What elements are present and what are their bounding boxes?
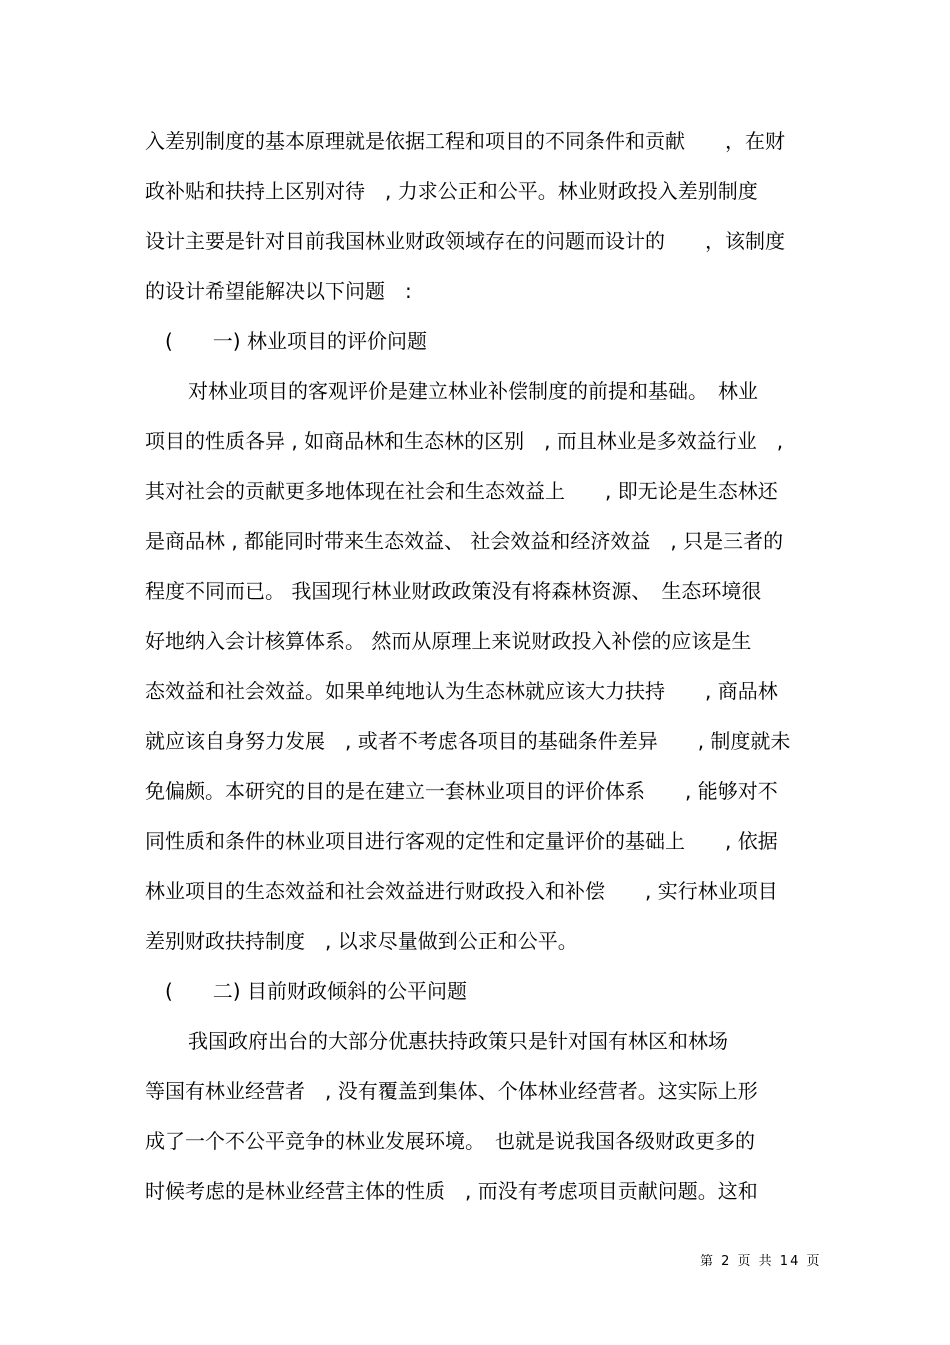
text-line: 我国政府出台的大部分优惠扶持政策只是针对国有林区和林场 (188, 1029, 728, 1053)
text-line: 免偏颇。本研究的目的是在建立一套林业项目的评价体系 , 能够对不 (145, 779, 778, 803)
text-line: 设计主要是针对目前我国林业财政领域存在的问题而设计的 ，该制度 (145, 229, 785, 253)
text-line: 差别财政扶持制度 , 以求尽量做到公正和公平。 (145, 929, 578, 953)
text-line: 就应该自身努力发展 , 或者不考虑各项目的基础条件差异 , 制度就未 (145, 729, 791, 753)
text-line: 好地纳入会计核算体系。 然而从原理上来说财政投入补偿的应该是生 (145, 629, 752, 653)
text-line: 林业项目的生态效益和社会效益进行财政投入和补偿 , 实行林业项目 (145, 879, 778, 903)
section-heading: ( 二) 目前财政倾斜的公平问题 (165, 979, 467, 1003)
text-line: 项目的性质各异 , 如商品林和生态林的区别 , 而且林业是多效益行业 , (145, 429, 784, 453)
text-line: 态效益和社会效益。如果单纯地认为生态林就应该大力扶持 , 商品林 (145, 679, 778, 703)
text-line: 等国有林业经营者 , 没有覆盖到集体、个体林业经营者。这实际上形 (145, 1079, 758, 1103)
section-heading: ( 一) 林业项目的评价问题 (165, 329, 427, 353)
text-line: 时候考虑的是林业经营主体的性质 , 而没有考虑项目贡献问题。这和 (145, 1179, 758, 1203)
page-number: 第 2 页 共 14 页 (700, 1254, 822, 1269)
text-line: 的设计希望能解决以下问题 : (145, 279, 412, 303)
text-line: 政补贴和扶持上区别对待 , 力求公正和公平。林业财政投入差别制度 (145, 179, 758, 203)
text-line: 入差别制度的基本原理就是依据工程和项目的不同条件和贡献 ，在财 (145, 129, 785, 153)
text-line: 同性质和条件的林业项目进行客观的定性和定量评价的基础上 , 依据 (145, 829, 778, 853)
text-line: 程度不同而已。 我国现行林业财政政策没有将森林资源、 生态环境很 (145, 579, 762, 603)
text-line: 其对社会的贡献更多地体现在社会和生态效益上 , 即无论是生态林还 (145, 479, 778, 503)
text-line: 对林业项目的客观评价是建立林业补偿制度的前提和基础。 林业 (188, 379, 758, 403)
text-line: 是商品林 , 都能同时带来生态效益、 社会效益和经济效益 , 只是三者的 (145, 529, 784, 553)
text-line: 成了一个不公平竞争的林业发展环境。 也就是说我国各级财政更多的 (145, 1129, 755, 1153)
